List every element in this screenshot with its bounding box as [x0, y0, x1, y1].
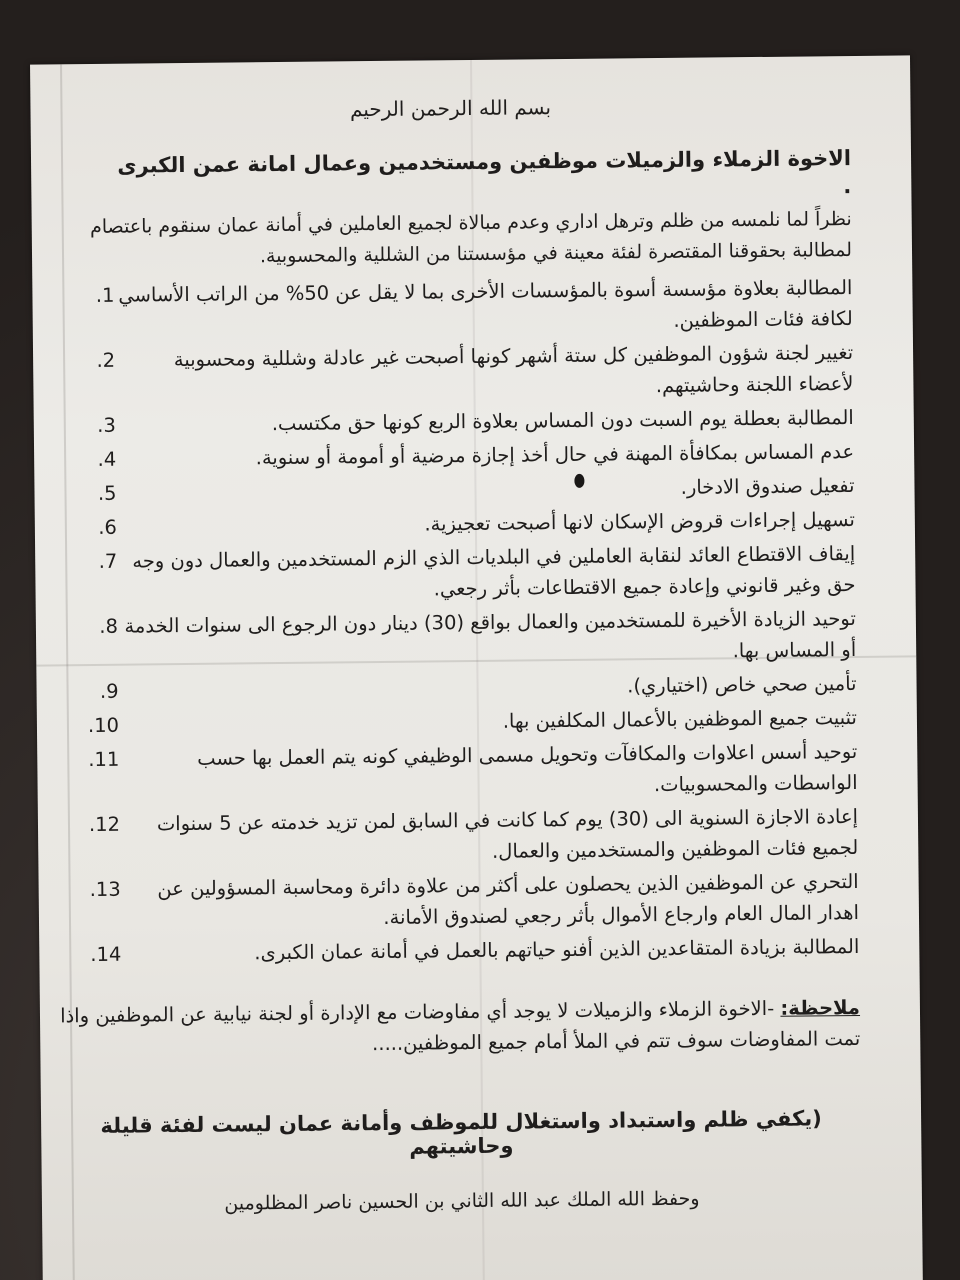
- demand-number: .13: [89, 877, 121, 902]
- demands-list: [52, 272, 859, 970]
- demand-item: [57, 702, 857, 741]
- demand-number: .3: [97, 413, 116, 437]
- demand-text: توحيد أسس اعلاوات والمكافآت وتحويل مسمى الوظيفي كونه يتم العمل بها حسب الواسطات والمحسوبيات.: [197, 739, 858, 797]
- demand-number: .8: [99, 614, 119, 638]
- demand-item: [56, 603, 857, 673]
- greeting-line-end: .: [843, 174, 852, 199]
- demand-text: تثبيت جميع الموظفين بالأعمال المكلفين بها.: [502, 705, 858, 733]
- demand-text: المطالبة بزيادة المتقاعدين الذين أفنو حياتهم بالعمل في أمانة عمان الكبرى.: [254, 934, 860, 965]
- demand-text: إعادة الاجازة السنوية الى (30) يوم كما كانت في السابق لمن تزيد خدمته عن 5 سنوات لجميع فئات الموظفين والمستخدمين والعمال.: [156, 804, 859, 863]
- demand-text: التحري عن الموظفين الذين يحصلون على أكثر من علاوة دائرة ومحاسبة المسؤولين عن اهدار المال العام وارجاع الأموال بأثر رجعي لصندوق الأمانة.: [157, 869, 860, 929]
- demand-text: تفعيل صندوق الادخار.: [680, 473, 855, 499]
- demand-number: .2: [96, 348, 116, 372]
- demand-item: [57, 736, 858, 806]
- demand-item: [59, 931, 859, 970]
- demand-number: .7: [98, 549, 118, 573]
- document-body: [50, 86, 862, 1216]
- demand-text: إيقاف الاقتطاع العائد لنقابة العاملين في البلديات الذي الزم المستخدمين والعمال دون وجه حق وغير قانوني وإعادة جميع الاقتطاعات بأثر رجعي.: [132, 541, 856, 601]
- closing-line: وحفظ الله الملك عبد الله الثاني بن الحسين ناصر المظلومين: [224, 1187, 700, 1215]
- demand-number: .14: [90, 942, 122, 967]
- demand-text: تسهيل إجراءات قروض الإسكان لانها أصبحت تعجيزية.: [424, 507, 855, 536]
- document-sheet: [30, 55, 923, 1280]
- demand-text: توحيد الزيادة الأخيرة للمستخدمين والعمال بواقع (30) دينار دون الرجوع الى سنوات الخدمة أو المساس بها.: [124, 606, 857, 663]
- demand-number: .11: [88, 747, 120, 772]
- demand-item: [55, 538, 856, 608]
- demand-number: .4: [97, 447, 117, 471]
- demand-text: تغيير لجنة شؤون الموظفين كل ستة أشهر كونها أصبحت غير عادلة وشللية ومحسوبية لأعضاء اللجنة وحاشيتهم.: [173, 341, 854, 398]
- demand-number: .10: [87, 713, 120, 738]
- demand-text: تأمين صحي خاص (اختياري).: [627, 671, 857, 698]
- demand-number: .12: [88, 812, 121, 837]
- demand-item: [58, 801, 859, 871]
- demand-item: [54, 470, 854, 509]
- note-text: -الاخوة الزملاء والزميلات لا يوجد أي مفاوضات مع الإدارة أو لجنة نيابية عن الموظفين واذا تمت المفاوضات سوف تتم في الملأ أمام جميع الموظفين.....: [60, 996, 861, 1056]
- demand-number: .9: [99, 679, 119, 703]
- note-paragraph: [60, 992, 861, 1062]
- greeting-line: الاخوة الزملاء والزميلات موظفين ومستخدمين وعمال امانة عمن الكبرى: [117, 146, 852, 178]
- demand-item: [53, 337, 854, 407]
- demand-item: [55, 504, 855, 543]
- slogan-line: (يكفي ظلم واستبداد واستغلال للموظف وأمانة عمان ليست لفئة قليلة وحاشيتهم: [100, 1106, 822, 1159]
- demand-item: [59, 866, 860, 936]
- demand-number: .5: [97, 481, 117, 505]
- demand-item: [54, 436, 854, 475]
- demand-item: [56, 668, 856, 707]
- demand-number: .6: [98, 515, 117, 539]
- demand-item: [54, 402, 854, 441]
- note-label: ملاحظة:: [780, 995, 861, 1020]
- demand-text: المطالبة بعلاوة مؤسسة أسوة بالمؤسسات الأخرى بما لا يقل عن 50% من الراتب الأساسي لكافة فئات الموظفين.: [118, 276, 853, 332]
- demand-text: المطالبة بعطلة يوم السبت دون المساس بعلاوة الربع كونها حق مكتسب.: [271, 406, 854, 436]
- demand-number: .1: [95, 283, 115, 307]
- intro-paragraph: نظراً لما نلمسه من ظلم وترهل اداري وعدم مبالاة لجميع العاملين في أمانة عمان سنقوم باعتصام لمطالبة بحقوقنا المقتصرة لفئة معينة في مؤسستنا من الشللية والمحسوبية.: [89, 208, 853, 268]
- demand-text: عدم المساس بمكافأة المهنة في حال أخذ إجازة مرضية أو أمومة أو سنوية.: [255, 439, 855, 470]
- demand-item: [52, 272, 853, 342]
- basmala-heading: بسم الله الرحمن الرحيم: [349, 95, 552, 122]
